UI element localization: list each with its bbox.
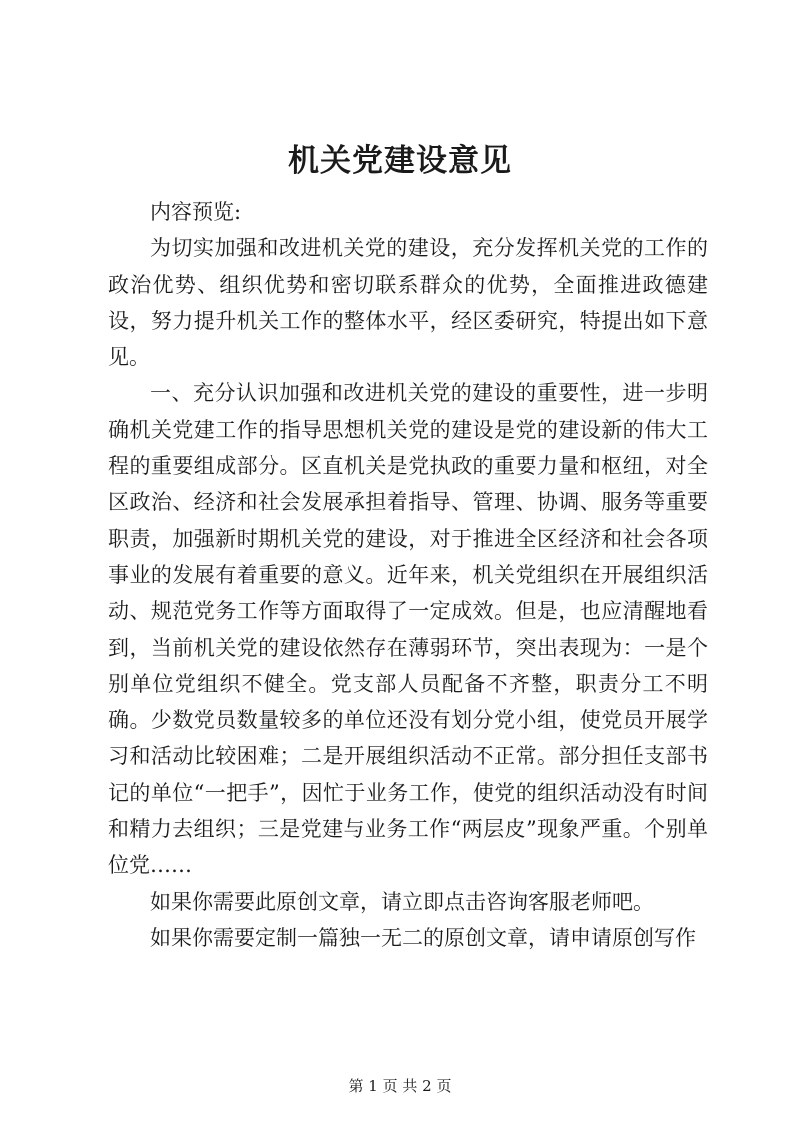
intro-paragraph: 为切实加强和改进机关党的建设，充分发挥机关党的工作的政治优势、组织优势和密切联系群众的优势，全面推进政德建设，努力提升机关工作的整体水平，经区委研究，特提出如下意见。 — [108, 236, 708, 370]
custom-writing-paragraph: 如果你需要定制一篇独一无二的原创文章，请申请原创写作 — [150, 925, 696, 950]
preview-label: 内容预览: — [150, 200, 242, 224]
document-title: 机关党建设意见 — [288, 143, 512, 179]
contact-service-paragraph: 如果你需要此原创文章，请立即点击咨询客服老师吧。 — [150, 889, 654, 914]
page-footer: 第 1 页 共 2 页 — [348, 1077, 452, 1095]
section-one-paragraph: 一、充分认识加强和改进机关党的建设的重要性，进一步明确机关党建工作的指导思想机关党的建设是党的建设新的伟大工程的重要组成部分。区直机关是党执政的重要力量和枢纽，对全区政治、经济和社会发展承担着指导、管理、协调、服务等重要职责，加强新时期机关党的建设，对于推进全区经济和社会各项事业的发展有着重要的意义。近年来，机关党组织在开展组织活动、规范党务工作等方面取得了一定成效。但是，也应清醒地看到，当前机关党的建设依然存在薄弱环节，突出表现为：一是个别单位党组织不健全。党支部人员配备不齐整，职责分工不明确。少数党员数量较多的单位还没有划分党小组，使党员开展学习和活动比较困难；二是开展组织活动不正常。部分担任支部书记的单位“一把手”，因忙于业务工作，使党的组织活动没有时间和精力去组织；三是党建与业务工作“两层皮”现象严重。个别单位党…… — [108, 381, 708, 878]
document-body — [108, 194, 708, 956]
